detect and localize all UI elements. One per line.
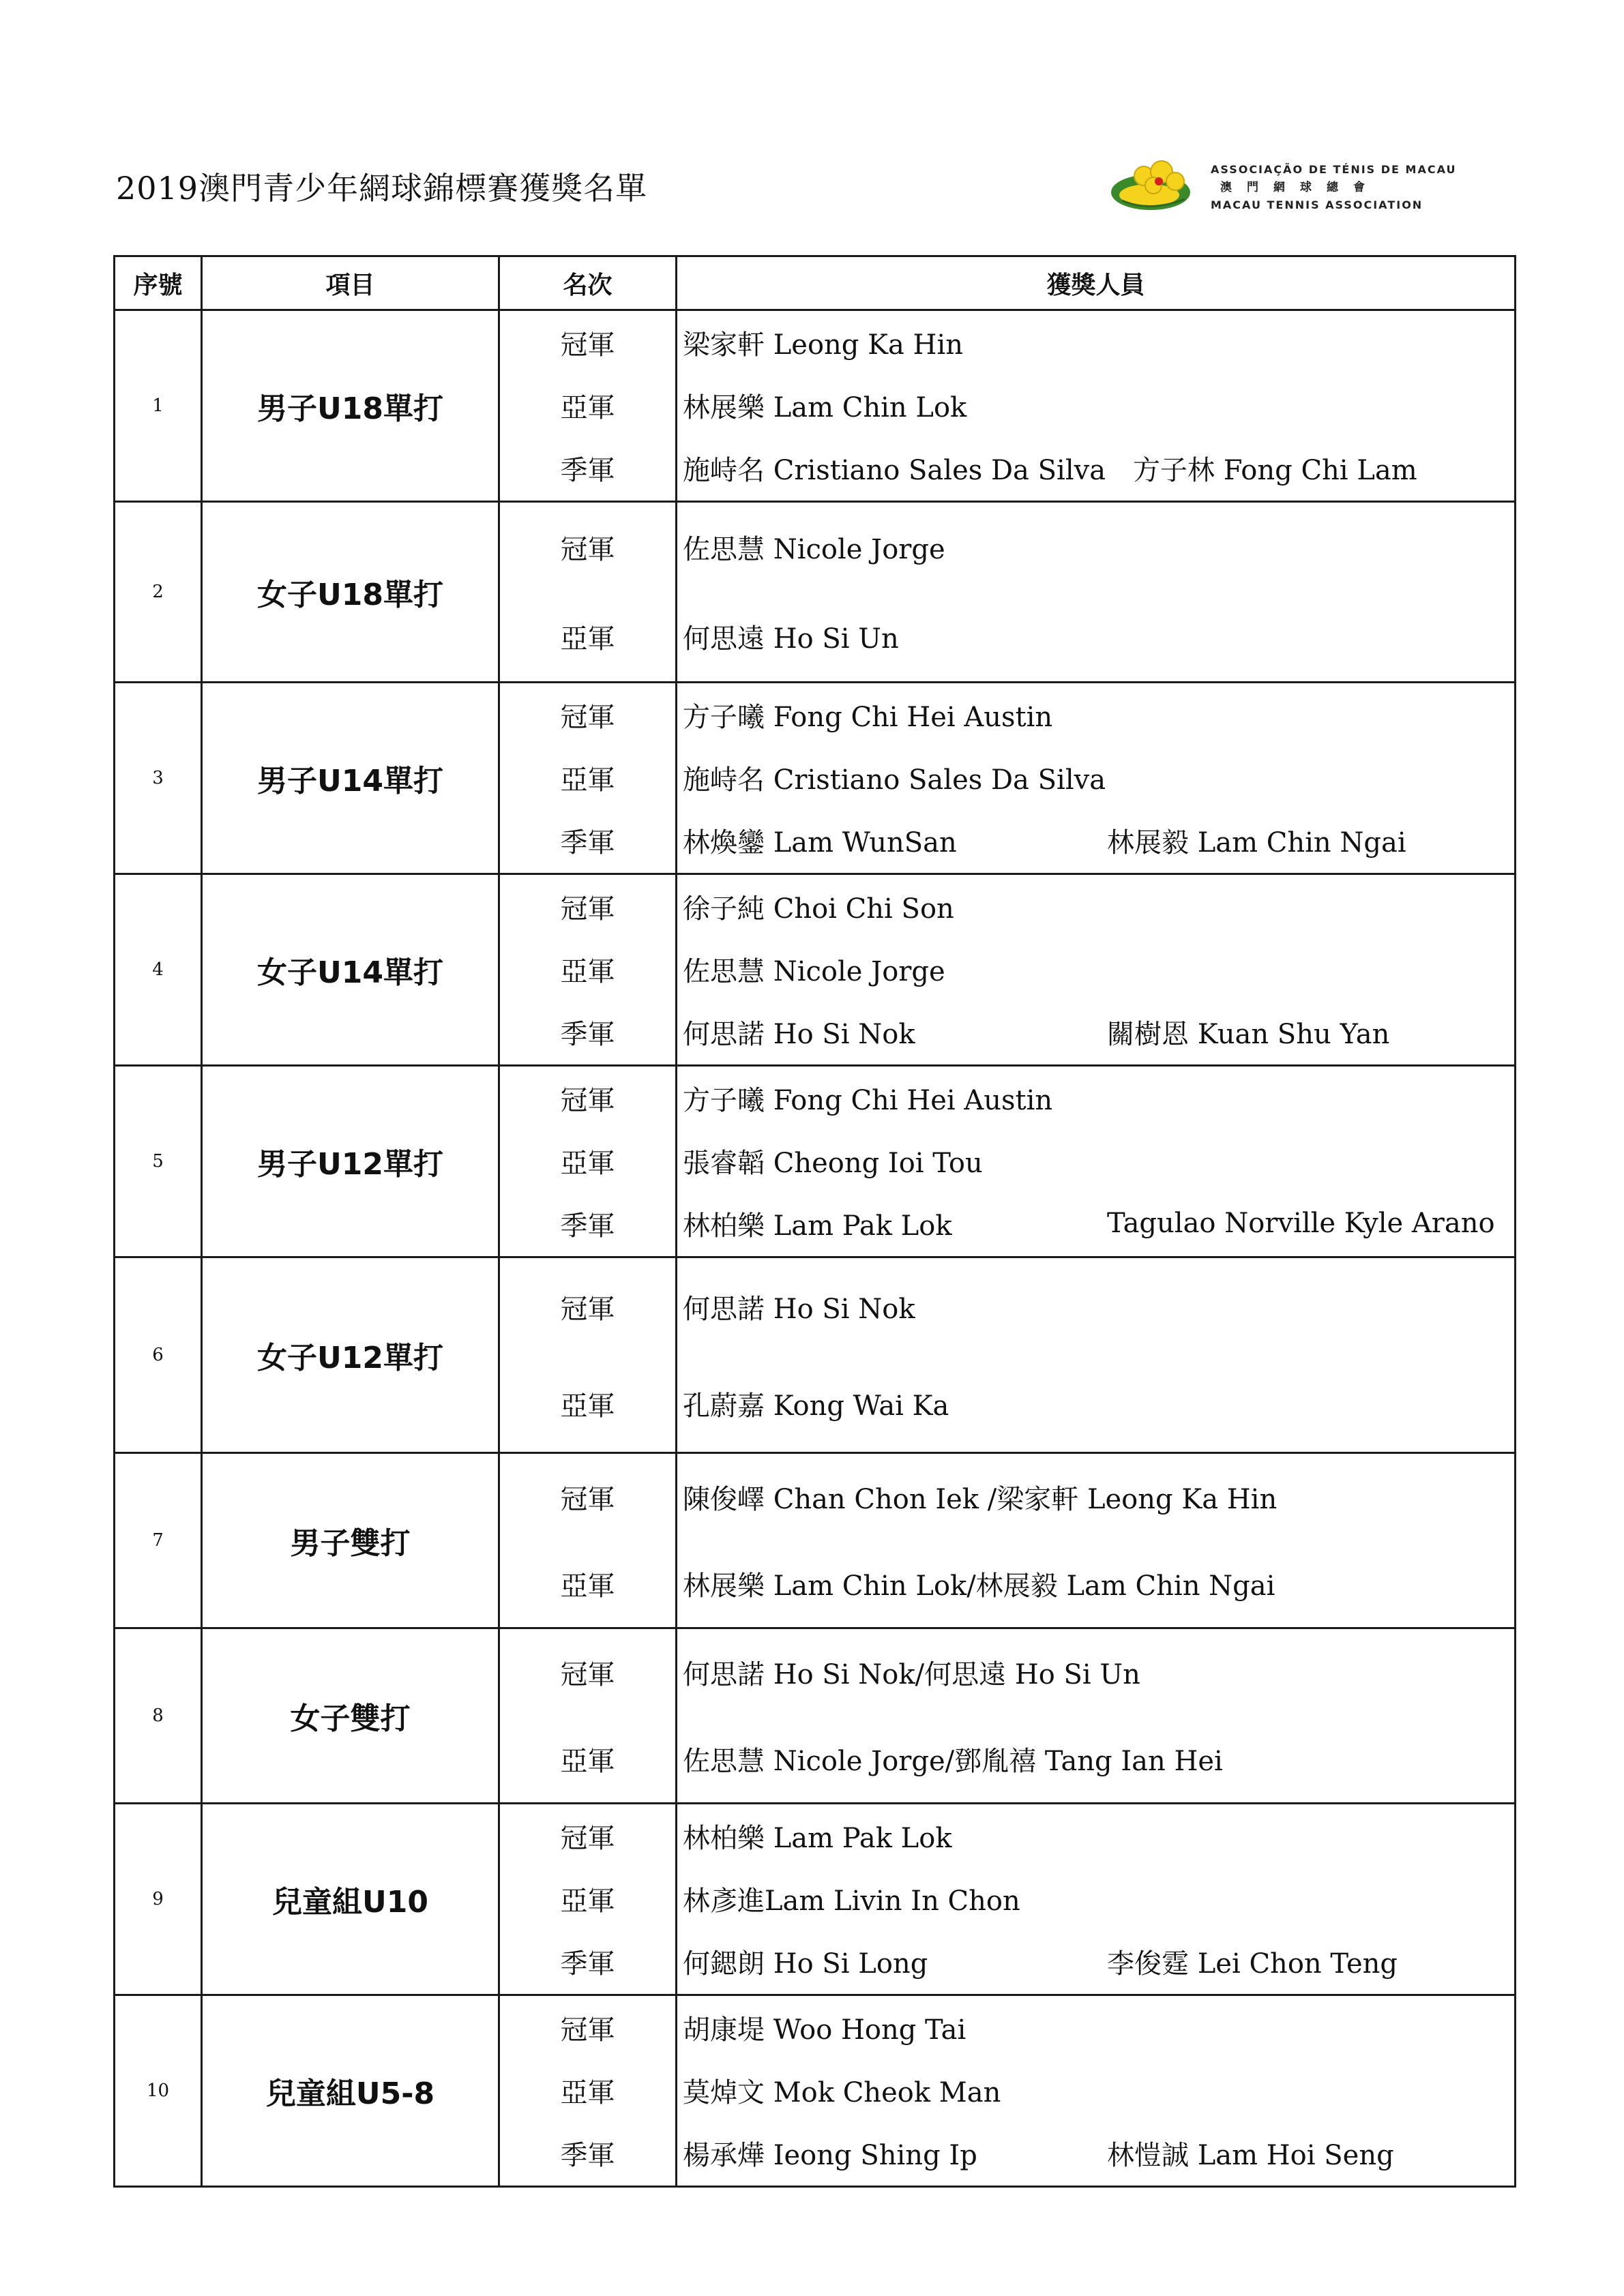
- winner-primary: 方子曦 Fong Chi Hei Austin: [683, 1084, 1053, 1116]
- tennis-ball-logo-icon: [1108, 151, 1211, 220]
- winner-secondary: 林愷誠 Lam Hoi Seng: [1107, 2139, 1394, 2171]
- winners-cell: [677, 1066, 1516, 1257]
- rank-label: 季軍: [560, 826, 615, 859]
- winner-secondary: 林展毅 Lam Chin Ngai: [1107, 826, 1406, 859]
- rank-label: 亞軍: [560, 955, 615, 987]
- winner-line: [677, 1129, 1514, 1192]
- rank-label: 冠軍: [560, 1484, 615, 1515]
- awards-table: [113, 255, 1516, 2188]
- winners-cell: [677, 1257, 1516, 1453]
- award-rows: [115, 310, 1516, 2187]
- winner-line: [677, 592, 1514, 681]
- winner-primary: 施峙名 Cristiano Sales Da Silva: [683, 454, 1106, 486]
- table-row: [115, 1257, 1516, 1453]
- winners-cell: [677, 1995, 1516, 2187]
- header-winners: 獲獎人員: [677, 256, 1516, 310]
- rank-label: 亞軍: [560, 764, 615, 796]
- rank-cell: [499, 1257, 677, 1453]
- rank-label: 季軍: [560, 1018, 615, 1050]
- rank-cell: [499, 502, 677, 683]
- row-number: 7: [115, 1453, 202, 1628]
- rank-cell: [499, 1995, 677, 2187]
- table-row: [115, 1995, 1516, 2187]
- table-row: [115, 502, 1516, 683]
- winner-primary: 林柏樂 Lam Pak Lok: [683, 1822, 952, 1854]
- winner-primary: 林煥鑾 Lam WunSan: [683, 826, 957, 859]
- winner-primary: 何思諾 Ho Si Nok: [683, 1293, 915, 1325]
- rank-cell: [499, 1804, 677, 1995]
- row-number: 2: [115, 502, 202, 683]
- rank-cell: [499, 310, 677, 502]
- winner-primary: 胡康堤 Woo Hong Tai: [683, 2014, 966, 2046]
- winner-secondary: Tagulao Norville Kyle Arano: [1107, 1208, 1495, 1239]
- header-no: 序號: [115, 256, 202, 310]
- rank-label: 亞軍: [560, 2076, 615, 2108]
- winner-primary: 林展樂 Lam Chin Lok/林展毅 Lam Chin Ngai: [683, 1570, 1275, 1602]
- winner-line: [677, 1996, 1514, 2059]
- winner-line: [677, 1629, 1514, 1716]
- table-row: [115, 310, 1516, 502]
- rank-label: 亞軍: [560, 391, 615, 423]
- event-name: 男子U12單打: [202, 1066, 499, 1257]
- rank-label: 冠軍: [560, 1659, 615, 1690]
- table-row: [115, 1804, 1516, 1995]
- event-name: 男子雙打: [202, 1453, 499, 1628]
- winner-primary: 莫焯文 Mok Cheok Man: [683, 2076, 1001, 2108]
- winner-primary: 陳俊嶧 Chan Chon Iek /梁家軒 Leong Ka Hin: [683, 1484, 1278, 1515]
- winner-line: [677, 683, 1514, 746]
- rank-label: 季軍: [560, 1948, 615, 1980]
- winner-line: [677, 1258, 1514, 1355]
- rank-label: 季軍: [560, 454, 615, 486]
- header-event: 項目: [202, 256, 499, 310]
- winner-line: [677, 809, 1514, 871]
- rank-label: 亞軍: [560, 623, 615, 655]
- event-name: 女子U12單打: [202, 1257, 499, 1453]
- rank-label: 冠軍: [560, 534, 615, 565]
- winner-primary: 徐子純 Choi Chi Son: [683, 893, 954, 925]
- event-name: 女子U18單打: [202, 502, 499, 683]
- winner-primary: 林展樂 Lam Chin Lok: [683, 391, 967, 423]
- winner-primary: 楊承燁 Ieong Shing Ip: [683, 2139, 977, 2171]
- winner-line: [677, 1867, 1514, 1930]
- winner-line: [677, 374, 1514, 436]
- winners-cell: [677, 1453, 1516, 1628]
- winner-line: [677, 1930, 1514, 1993]
- rank-cell: [499, 1453, 677, 1628]
- winner-line: [677, 746, 1514, 809]
- rank-label: 亞軍: [560, 1570, 615, 1602]
- winners-cell: [677, 310, 1516, 502]
- winner-line: [677, 1716, 1514, 1802]
- winner-primary: 施峙名 Cristiano Sales Da Silva: [683, 764, 1106, 796]
- winner-line: [677, 436, 1514, 499]
- winner-primary: 方子曦 Fong Chi Hei Austin: [683, 701, 1053, 733]
- winner-primary: 林彥進Lam Livin In Chon: [683, 1885, 1020, 1917]
- winner-line: [677, 1804, 1514, 1867]
- row-number: 8: [115, 1628, 202, 1804]
- event-name: 兒童組U10: [202, 1804, 499, 1995]
- winners-cell: [677, 502, 1516, 683]
- winner-line: [677, 1067, 1514, 1129]
- winner-line: [677, 1355, 1514, 1452]
- rank-label: 冠軍: [560, 1084, 615, 1116]
- winner-line: [677, 1540, 1514, 1627]
- row-number: 6: [115, 1257, 202, 1453]
- winner-primary: 何思諾 Ho Si Nok/何思遠 Ho Si Un: [683, 1659, 1140, 1690]
- winners-cell: [677, 874, 1516, 1066]
- row-number: 1: [115, 310, 202, 502]
- table-row: [115, 1066, 1516, 1257]
- page-title: 2019澳門青少年網球錦標賽獲獎名單: [116, 170, 648, 207]
- winner-line: [677, 311, 1514, 374]
- winner-primary: 林柏樂 Lam Pak Lok: [683, 1210, 952, 1242]
- winner-primary: 梁家軒 Leong Ka Hin: [683, 329, 963, 361]
- rank-label: 冠軍: [560, 2014, 615, 2046]
- winner-secondary: 關樹恩 Kuan Shu Yan: [1107, 1018, 1390, 1050]
- event-name: 男子U14單打: [202, 683, 499, 874]
- rank-label: 冠軍: [560, 1293, 615, 1325]
- rank-label: 季軍: [560, 1210, 615, 1242]
- winner-primary: 孔蔚嘉 Kong Wai Ka: [683, 1390, 949, 1422]
- winner-primary: 佐思慧 Nicole Jorge: [683, 955, 945, 987]
- association-logo: [1108, 151, 1463, 220]
- winner-primary: 張睿韜 Cheong Ioi Tou: [683, 1147, 983, 1179]
- logo-text-chinese: 澳門網球總會: [1220, 181, 1380, 194]
- row-number: 3: [115, 683, 202, 874]
- winner-line: [677, 503, 1514, 592]
- winner-primary: 何思諾 Ho Si Nok: [683, 1018, 915, 1050]
- winner-line: [677, 1000, 1514, 1063]
- table-header-row: [115, 256, 1516, 310]
- rank-cell: [499, 1628, 677, 1804]
- rank-cell: [499, 1066, 677, 1257]
- winner-line: [677, 1192, 1514, 1255]
- winners-cell: [677, 1628, 1516, 1804]
- row-number: 4: [115, 874, 202, 1066]
- rank-cell: [499, 874, 677, 1066]
- winner-line: [677, 1454, 1514, 1540]
- rank-label: 冠軍: [560, 329, 615, 361]
- winners-cell: [677, 1804, 1516, 1995]
- logo-text-portuguese: ASSOCIAÇÃO DE TÉNIS DE MACAU: [1211, 163, 1457, 176]
- header-rank: 名次: [499, 256, 677, 310]
- winner-primary: 何鍶朗 Ho Si Long: [683, 1948, 928, 1980]
- rank-label: 亞軍: [560, 1147, 615, 1179]
- rank-label: 季軍: [560, 2139, 615, 2171]
- rank-label: 亞軍: [560, 1390, 615, 1422]
- rank-cell: [499, 683, 677, 874]
- table-row: [115, 874, 1516, 1066]
- winner-line: [677, 938, 1514, 1000]
- winner-secondary: 李俊霆 Lei Chon Teng: [1107, 1948, 1398, 1980]
- winners-cell: [677, 683, 1516, 874]
- event-name: 女子雙打: [202, 1628, 499, 1804]
- winner-line: [677, 2059, 1514, 2121]
- event-name: 男子U18單打: [202, 310, 499, 502]
- table-row: [115, 1453, 1516, 1628]
- row-number: 5: [115, 1066, 202, 1257]
- event-name: 女子U14單打: [202, 874, 499, 1066]
- winner-primary: 佐思慧 Nicole Jorge/鄧胤禧 Tang Ian Hei: [683, 1746, 1223, 1777]
- rank-label: 冠軍: [560, 701, 615, 733]
- table-row: [115, 683, 1516, 874]
- rank-label: 亞軍: [560, 1885, 615, 1917]
- winner-secondary: 方子林 Fong Chi Lam: [1133, 454, 1417, 486]
- logo-text-english: MACAU TENNIS ASSOCIATION: [1211, 198, 1423, 211]
- winner-line: [677, 875, 1514, 938]
- winner-line: [677, 2121, 1514, 2184]
- winner-primary: 何思遠 Ho Si Un: [683, 623, 899, 655]
- event-name: 兒童組U5-8: [202, 1995, 499, 2187]
- rank-label: 亞軍: [560, 1746, 615, 1777]
- winner-primary: 佐思慧 Nicole Jorge: [683, 534, 945, 565]
- row-number: 9: [115, 1804, 202, 1995]
- table-row: [115, 1628, 1516, 1804]
- rank-label: 冠軍: [560, 1822, 615, 1854]
- row-number: 10: [115, 1995, 202, 2187]
- rank-label: 冠軍: [560, 893, 615, 925]
